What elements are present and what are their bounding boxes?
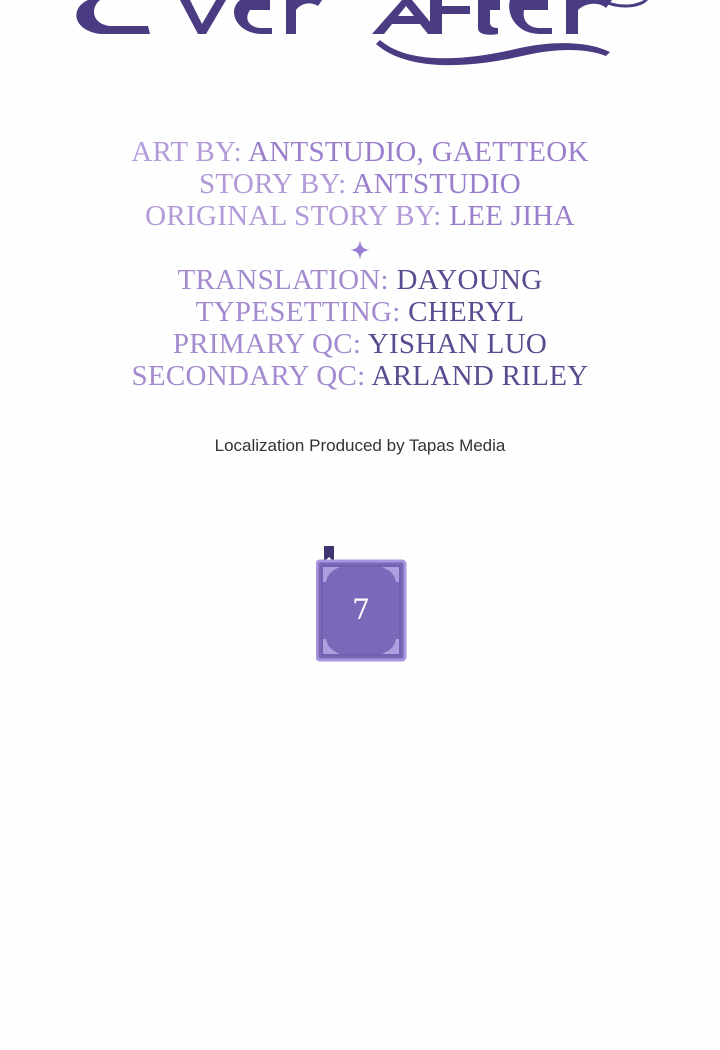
- credit-role: TYPESETTING:: [195, 296, 409, 328]
- credit-name: ANTSTUDIO, GAETTEOK: [247, 136, 589, 168]
- credit-name: DAYOUNG: [396, 264, 543, 296]
- credit-typesetting: [0, 296, 720, 328]
- credit-translation: [0, 264, 720, 296]
- credits-block: [0, 136, 720, 392]
- credit-art: [0, 136, 720, 168]
- credit-role: STORY BY:: [198, 168, 353, 200]
- credit-role: PRIMARY QC:: [172, 328, 368, 360]
- credit-primary-qc: [0, 328, 720, 360]
- series-logo: [0, 0, 720, 70]
- credit-name: LEE JIHA: [449, 200, 575, 232]
- credit-role: ART BY:: [131, 136, 248, 168]
- episode-badge: [316, 546, 408, 664]
- episode-number: 7: [352, 593, 370, 626]
- credit-name: YISHAN LUO: [367, 328, 548, 360]
- credit-name: ARLAND RILEY: [371, 360, 589, 392]
- credit-name: ANTSTUDIO: [352, 168, 522, 200]
- credit-original-story: [0, 200, 720, 232]
- credit-role: SECONDARY QC:: [131, 360, 372, 392]
- credit-secondary-qc: [0, 360, 720, 392]
- credit-story: [0, 168, 720, 200]
- sparkle-icon: [0, 232, 720, 264]
- credit-name: CHERYL: [408, 296, 525, 328]
- localization-credit: Localization Produced by Tapas Media: [214, 436, 506, 455]
- credit-role: TRANSLATION:: [177, 264, 397, 296]
- book-icon: [316, 546, 408, 664]
- credit-role: ORIGINAL STORY BY:: [145, 200, 450, 232]
